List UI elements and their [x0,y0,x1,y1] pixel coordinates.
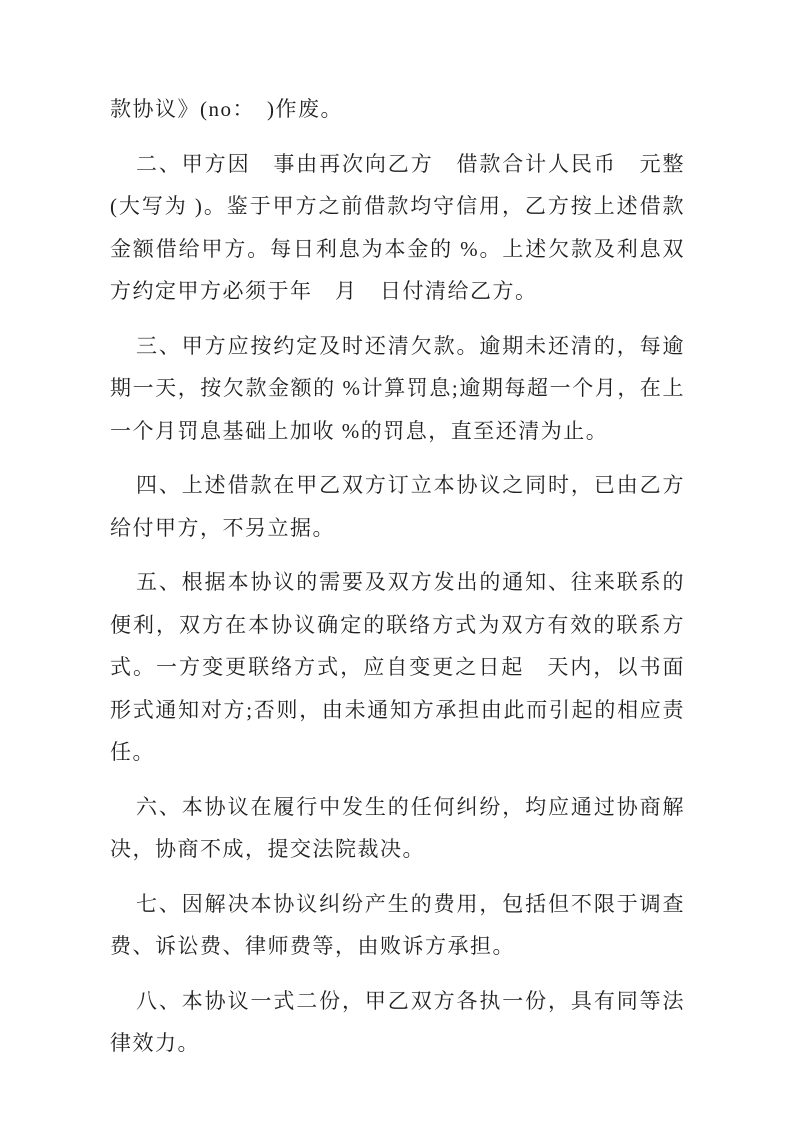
paragraph-clause-6: 六、本协议在履行中发生的任何纠纷，均应通过协商解决，协商不成，提交法院裁决。 [110,794,685,861]
paragraph-clause-4: 四、上述借款在甲乙双方订立本协议之同时，已由乙方给付甲方，不另立据。 [110,473,685,540]
paragraph-clause-3: 三、甲方应按约定及时还清欠款。逾期未还清的，每逾期一天，按欠款金额的 %计算罚息;逾期每超一个月，在上一个月罚息基础上加收 %的罚息，直至还清为止。 [110,333,685,443]
paragraph-clause-2: 二、甲方因 事由再次向乙方 借款合计人民币 元整(大写为 )。鉴于甲方之前借款均守信用，乙方按上述借款金额借给甲方。每日利息为本金的 %。上述欠款及利息双方约定甲方必须于年 月 日付清给乙方。 [110,151,685,303]
paragraph-clause-8: 八、本协议一式二份，甲乙双方各执一份，具有同等法律效力。 [110,988,685,1055]
paragraph-continuation-line: 款协议》(no： )作废。 [110,97,343,121]
paragraph-clause-5: 五、根据本协议的需要及双方发出的通知、往来联系的便利，双方在本协议确定的联络方式为双方有效的联系方式。一方变更联络方式，应自变更之日起 天内，以书面形式通知对方;否则，由未通知方承担由此而引起的相应责任。 [110,570,685,764]
paragraph-clause-7: 七、因解决本协议纠纷产生的费用，包括但不限于调查费、诉讼费、律师费等，由败诉方承担。 [110,891,685,958]
